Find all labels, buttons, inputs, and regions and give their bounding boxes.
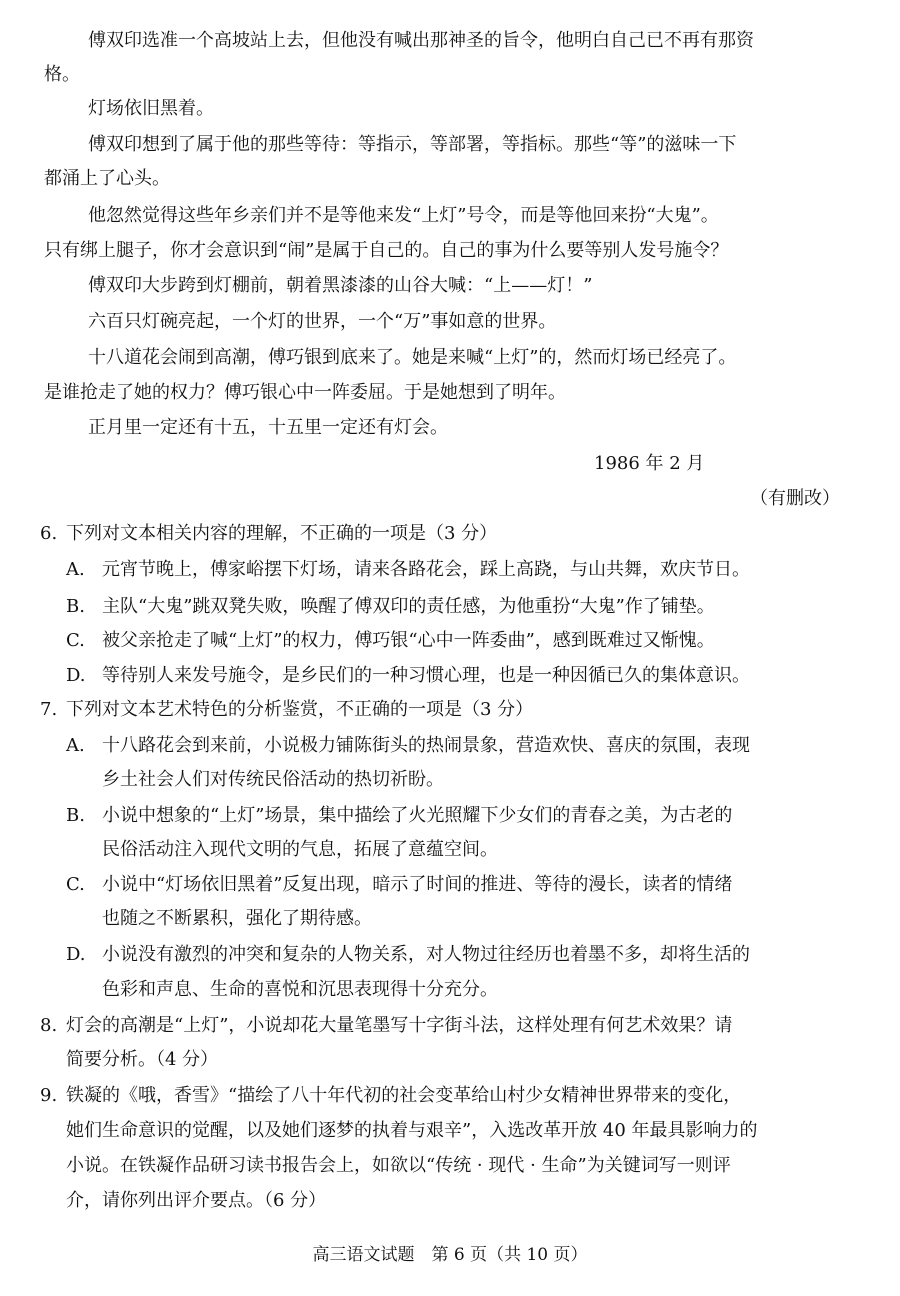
option-label: B.: [66, 596, 85, 617]
passage-note: （有删改）: [750, 488, 840, 509]
option-label: B.: [66, 805, 85, 826]
question-text: 灯会的高潮是“上灯”，小说却花大量笔墨写十字街斗法，这样处理有何艺术效果？请: [66, 1015, 733, 1036]
question-text: 介，请你列出评介要点。（6 分）: [66, 1190, 327, 1211]
passage-line: 是谁抢走了她的权力？傅巧银心中一阵委屈。于是她想到了明年。: [44, 382, 566, 403]
passage-line: 他忽然觉得这些年乡亲们并不是等他来发“上灯”号令，而是等他回来扮“大鬼”。: [88, 205, 719, 226]
option-label: D.: [66, 944, 86, 965]
option-label: C.: [66, 630, 85, 651]
option-text: 小说中“灯场依旧黑着”反复出现，暗示了时间的推进、等待的漫长，读者的情绪: [102, 874, 733, 895]
option-label: A.: [66, 735, 85, 756]
question-stem: 下列对文本艺术特色的分析鉴赏，不正确的一项是（3 分）: [66, 699, 534, 720]
option-text: 小说中想象的“上灯”场景，集中描绘了火光照耀下少女们的青春之美，为古老的: [102, 805, 733, 826]
option-text: 色彩和声息、生命的喜悦和沉思表现得十分充分。: [102, 979, 498, 1000]
option-text: 也随之不断累积，强化了期待感。: [102, 908, 372, 929]
question-stem: 下列对文本相关内容的理解，不正确的一项是（3 分）: [66, 523, 498, 544]
question-text: 小说。在铁凝作品研习读书报告会上，如欲以“传统 · 现代 · 生命”为关键词写一则评: [66, 1155, 731, 1176]
question-number: 6.: [40, 523, 58, 544]
passage-date: 1986 年 2 月: [594, 453, 705, 474]
passage-line: 都涌上了心头。: [44, 168, 170, 189]
passage-line: 傅双印想到了属于他的那些等待：等指示，等部署，等指标。那些“等”的滋味一下: [88, 134, 737, 155]
passage-line: 六百只灯碗亮起，一个灯的世界，一个“万”事如意的世界。: [88, 311, 557, 332]
passage-line: 傅双印大步跨到灯棚前，朝着黑漆漆的山谷大喊：“上——灯！”: [88, 275, 593, 296]
question-number: 7.: [40, 699, 58, 720]
option-label: A.: [66, 559, 85, 580]
option-text: 元宵节晚上，傅家峪摆下灯场，请来各路花会，踩上高跷，与山共舞，欢庆节日。: [102, 559, 750, 580]
option-text: 民俗活动注入现代文明的气息，拓展了意蕴空间。: [102, 839, 498, 860]
passage-line: 十八道花会闹到高潮，傅巧银到底来了。她是来喊“上灯”的，然而灯场已经亮了。: [88, 347, 737, 368]
option-label: C.: [66, 874, 85, 895]
passage-line: 格。: [44, 64, 80, 85]
question-text: 简要分析。（4 分）: [66, 1049, 219, 1070]
question-number: 8.: [40, 1015, 58, 1036]
option-text: 小说没有激烈的冲突和复杂的人物关系，对人物过往经历也着墨不多，却将生活的: [102, 944, 750, 965]
option-text: 乡土社会人们对传统民俗活动的热切祈盼。: [102, 769, 444, 790]
passage-line: 正月里一定还有十五，十五里一定还有灯会。: [88, 417, 448, 438]
option-text: 十八路花会到来前，小说极力铺陈街头的热闹景象，营造欢快、喜庆的氛围，表现: [102, 735, 750, 756]
option-text: 被父亲抢走了喊“上灯”的权力，傅巧银“心中一阵委曲”，感到既难过又惭愧。: [102, 630, 715, 651]
option-text: 主队“大鬼”跳双凳失败，唤醒了傅双印的责任感，为他重扮“大鬼”作了铺垫。: [102, 596, 715, 617]
page-footer: 高三语文试题 第 6 页（共 10 页）: [312, 1245, 588, 1265]
passage-line: 灯场依旧黑着。: [88, 98, 214, 119]
passage-line: 傅双印选准一个高坡站上去，但他没有喊出那神圣的旨令，他明白自己已不再有那资: [88, 30, 754, 51]
question-number: 9.: [40, 1085, 58, 1106]
question-text: 铁凝的《哦，香雪》“描绘了八十年代初的社会变革给山村少女精神世界带来的变化，: [66, 1085, 742, 1106]
option-text: 等待别人来发号施令，是乡民们的一种习惯心理，也是一种因循已久的集体意识。: [102, 665, 750, 686]
passage-line: 只有绑上腿子，你才会意识到“闹”是属于自己的。自己的事为什么要等别人发号施令？: [44, 240, 729, 261]
question-text: 她们生命意识的觉醒，以及她们逐梦的执着与艰辛”，入选改革开放 40 年最具影响力的: [66, 1120, 758, 1141]
option-label: D.: [66, 665, 86, 686]
